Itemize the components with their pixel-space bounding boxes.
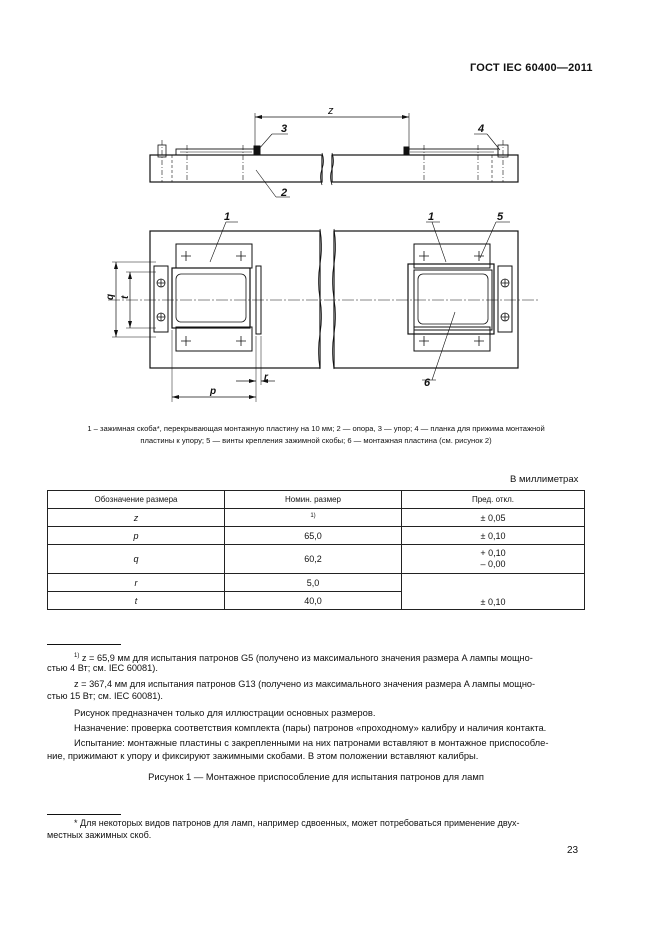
label-z: z bbox=[328, 105, 334, 117]
table-row: q 60,2 + 0,10 – 0,00 bbox=[48, 545, 585, 574]
page-number: 23 bbox=[567, 845, 579, 856]
test-note: Испытание: монтажные пластины с закрепленными на них патронами вставляют в монтажное приспособле- bbox=[74, 737, 549, 748]
label-4: 4 bbox=[478, 123, 485, 135]
units-note: В миллиметрах bbox=[510, 474, 579, 485]
label-5: 5 bbox=[497, 211, 504, 223]
standard-header: ГОСТ IEC 60400—2011 bbox=[470, 62, 593, 74]
header-tolerance: Пред. откл. bbox=[402, 491, 585, 509]
footnote-1-g13-cont: стью 15 Вт; см. IEC 60081). bbox=[47, 691, 163, 701]
label-r: r bbox=[264, 372, 268, 383]
label-3: 3 bbox=[281, 123, 288, 135]
table-row: z $^{1)}$ ± 0,05 bbox=[48, 509, 585, 527]
label-t: t bbox=[120, 295, 131, 299]
fixture-drawing bbox=[0, 0, 661, 420]
label-6: 6 bbox=[424, 377, 431, 389]
illustration-note: Рисунок предназначен только для иллюстрации основных размеров. bbox=[74, 707, 376, 718]
footnote-1-cont: стью 4 Вт; см. IEC 60081). bbox=[47, 663, 158, 673]
figure-legend bbox=[46, 423, 586, 447]
table-row: r 5,0 ± 0,10 bbox=[48, 574, 585, 592]
label-2: 2 bbox=[281, 187, 288, 199]
bottom-footnote: * Для некоторых видов патронов для ламп, например сдвоенных, может потребоваться применение двух- bbox=[74, 818, 520, 828]
label-1-right: 1 bbox=[428, 211, 435, 223]
header-symbol: Обозначение размера bbox=[48, 491, 225, 509]
legend-line-1: 1 – зажимная скоба*, перекрывающая монтажную пластину на 10 мм; 2 — опора, 3 — упор; 4 — планка для прижима монтажной bbox=[87, 424, 545, 433]
label-1-left: 1 bbox=[224, 211, 231, 223]
footnote-rule-2 bbox=[47, 814, 121, 815]
label-p: p bbox=[210, 386, 217, 397]
footnote-rule bbox=[47, 644, 121, 645]
bottom-footnote-cont: местных зажимных скоб. bbox=[47, 830, 152, 840]
label-q: q bbox=[105, 293, 116, 300]
plan-view bbox=[108, 222, 540, 402]
dimensions-table bbox=[47, 490, 585, 610]
legend-line-2: пластины к упору; 5 — винты крепления зажимной скобы; 6 — монтажная пластина (см. рисунок 2) bbox=[140, 436, 492, 445]
purpose-note: Назначение: проверка соответствия комплекта (пары) патронов «проходному» калибру и наличия контакта. bbox=[74, 722, 547, 733]
footnote-1: $^{1)}$ z = 65,9 мм для испытания патронов G5 (получено из максимального значения размера A лампы мощно- bbox=[74, 653, 533, 664]
table-row: t 40,0 bbox=[48, 592, 585, 610]
footnote-1-g13: z = 367,4 мм для испытания патронов G13 (получено из максимального значения размера A лампы мощно- bbox=[74, 679, 536, 689]
header-nominal: Номин. размер bbox=[225, 491, 402, 509]
figure-title: Рисунок 1 — Монтажное приспособление для испытания патронов для ламп bbox=[148, 771, 484, 782]
test-note-cont: ние, прижимают к упору и фиксируют зажимными скобами. В этом положении вставляют калибры. bbox=[47, 750, 479, 761]
side-view bbox=[150, 113, 518, 197]
table-row: p 65,0 ± 0,10 bbox=[48, 527, 585, 545]
